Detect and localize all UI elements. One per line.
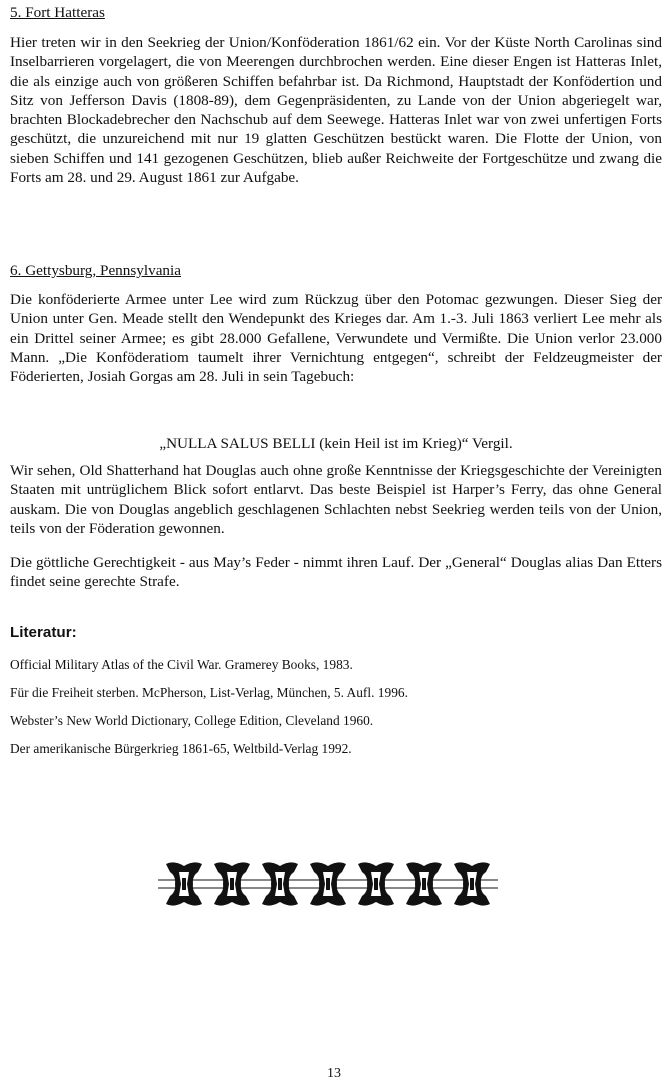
latin-quote: „NULLA SALUS BELLI (kein Heil ist im Krieg)“ Vergil. [159,435,513,452]
section-6-heading: 6. Gettysburg, Pennsylvania [10,262,181,279]
literature-item: Official Military Atlas of the Civil War. Gramerey Books, 1983. [10,657,353,672]
ornament-glyph [454,862,490,905]
literature-item: Für die Freiheit sterben. McPherson, List-Verlag, München, 5. Aufl. 1996. [10,685,408,700]
literature-heading: Literatur: [10,624,77,641]
ornament-glyph [358,862,394,905]
section-5-paragraph: Hier treten wir in den Seekrieg der Union/Konföderation 1861/62 ein. Vor der Küste North Carolinas sind Inselbarrieren vorgelagert, die von Meerengen durchbrochen werden. Eine dieser Engen ist Hatteras Inlet, die als einzige auch von größeren Schiffen befahrbar ist. Da Richmond, Hauptstadt der Konfödertion und Sitz von Jefferson Davis (1808-89), dem Gegenpräsidenten, zu Lande von der Union abgeriegelt war, brachten Blockadebrecher den Nachschub auf dem Seewege. Hatteras Inlet war von zwei unfertigen Forts geschützt, die unzureichend mit nur 19 glatten Geschützen bestückt waren. Die Flotte der Union, von sieben Schiffen und 141 gezogenen Geschützen, blieb außer Reichweite der Fortgeschütze und zwang die Forts am 28. und 29. August 1861 zur Aufgabe. [10,34,662,187]
ornament-glyph [262,862,298,905]
ornament-glyph [406,862,442,905]
section-5-heading: 5. Fort Hatteras [10,4,105,21]
ornament-glyph [166,862,202,905]
decorative-ornament-row [158,858,498,910]
literature-item: Der amerikanische Bürgerkrieg 1861-65, Weltbild-Verlag 1992. [10,741,352,756]
section-6-paragraph: Die konföderierte Armee unter Lee wird zum Rückzug über den Potomac gezwungen. Dieser Sieg der Union unter Gen. Meade stellt den Wendepunkt des Krieges dar. Am 1.-3. Juli 1863 verliert Lee mehr als ein Drittel seiner Armee; es gibt 28.000 Gefallene, Verwundete und Vermißte. Die Union verlor 23.000 Mann. „Die Konföderatiom taumelt ihrer Vernichtung entgegen“, schreibt der Feldzeugmeister der Föderierten, Josiah Gorgas am 28. Juli in sein Tagebuch: [10,291,662,386]
closing-paragraph-1: Wir sehen, Old Shatterhand hat Douglas auch ohne große Kenntnisse der Kriegsgeschichte der Vereinigten Staaten mit untrüglichem Blick sofort entlarvt. Das beste Beispiel ist Harper’s Ferry, das ohne General auskam. Die von Douglas angeblich geschlagenen Schlachten nebst Seekrieg werden teils von der Union, teils von der Föderation gewonnen. [10,462,662,537]
page-number: 13 [327,1066,341,1081]
literature-item: Webster’s New World Dictionary, College Edition, Cleveland 1960. [10,713,374,728]
closing-paragraph-2: Die göttliche Gerechtigkeit - aus May’s Feder - nimmt ihren Lauf. Der „General“ Douglas alias Dan Etters findet seine gerechte Strafe. [10,554,662,591]
ornament-glyph [214,862,250,905]
ornament-glyph [310,862,346,905]
